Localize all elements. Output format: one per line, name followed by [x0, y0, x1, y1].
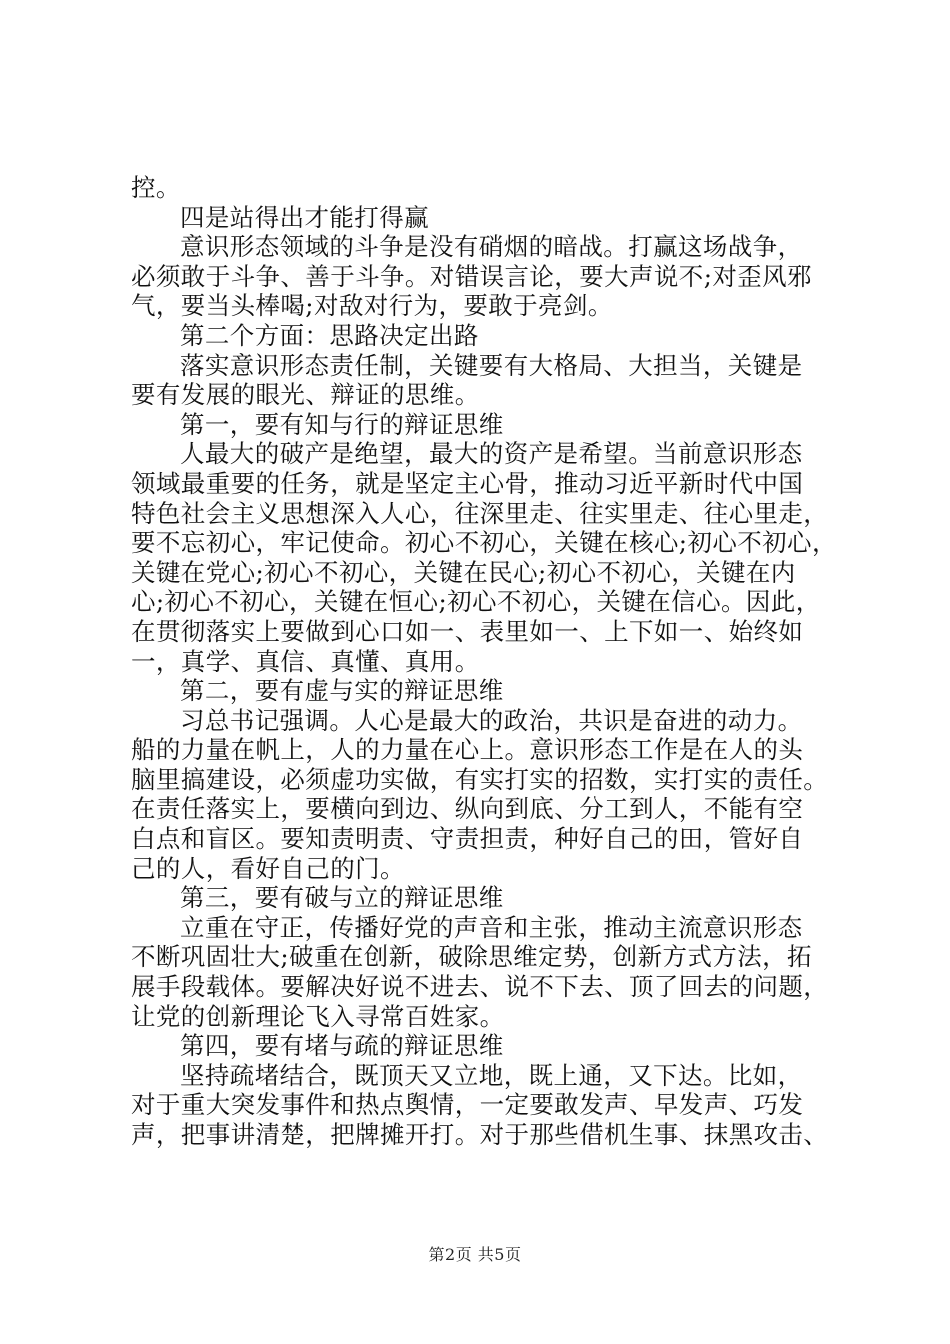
text-line: 心;初心不初心，关键在恒心;初心不初心，关键在信心。因此， [131, 587, 821, 617]
text-line: 脑里搞建设，必须虚功实做，有实打实的招数，实打实的责任。 [131, 764, 829, 794]
text-line: 船的力量在帆上，人的力量在心上。意识形态工作是在人的头 [131, 735, 804, 765]
page-number-footer: 第2页 共5页 [428, 1245, 522, 1264]
text-line: 声，把事讲清楚，把牌摊开打。对于那些借机生事、抹黑攻击、 [131, 1120, 829, 1149]
text-line: 要有发展的眼光、辩证的思维。 [131, 380, 480, 410]
text-line: 白点和盲区。要知责明责、守责担责，种好自己的田，管好自 [131, 824, 804, 854]
paragraph-first-line: 坚持疏堵结合，既顶天又立地，既上通，又下达。比如， [180, 1060, 803, 1090]
paragraph-first-line: 立重在守正，传播好党的声音和主张，推动主流意识形态 [180, 912, 803, 942]
section-heading: 四是站得出才能打得赢 [180, 202, 429, 232]
section-heading: 第二，要有虚与实的辩证思维 [180, 676, 504, 706]
paragraph-first-line: 落实意识形态责任制，关键要有大格局、大担当，关键是 [180, 350, 803, 380]
paragraph-first-line: 人最大的破产是绝望，最大的资产是希望。当前意识形态 [180, 439, 803, 469]
text-line: 领域最重要的任务，就是坚定主心骨，推动习近平新时代中国 [131, 468, 804, 498]
text-line: 一，真学、真信、真懂、真用。 [131, 646, 480, 676]
paragraph-first-line: 意识形态领域的斗争是没有硝烟的暗战。打赢这场战争， [180, 232, 803, 262]
text-line: 气，要当头棒喝;对敌对行为，要敢于亮剑。 [131, 291, 613, 321]
text-line: 控。 [131, 173, 181, 202]
text-line: 在责任落实上，要横向到边、纵向到底、分工到人，不能有空 [131, 794, 804, 824]
paragraph-first-line: 习总书记强调。人心是最大的政治，共识是奋进的动力。 [180, 705, 803, 735]
text-line: 必须敢于斗争、善于斗争。对错误言论，要大声说不;对歪风邪 [131, 261, 812, 291]
text-line: 己的人，看好自己的门。 [131, 853, 405, 883]
document-body [131, 173, 835, 1150]
text-line: 特色社会主义思想深入人心，往深里走、往实里走、往心里走， [131, 498, 829, 528]
section-heading: 第四，要有堵与疏的辩证思维 [180, 1031, 504, 1061]
text-line: 关键在党心;初心不初心，关键在民心;初心不初心，关键在内 [131, 557, 796, 587]
text-line: 让党的创新理论飞入寻常百姓家。 [131, 1001, 505, 1031]
section-heading: 第二个方面：思路决定出路 [180, 320, 479, 350]
text-line: 不断巩固壮大;破重在创新，破除思维定势，创新方式方法，拓 [131, 942, 812, 972]
text-line: 对于重大突发事件和热点舆情，一定要敢发声、早发声、巧发 [131, 1090, 804, 1120]
text-line: 展手段载体。要解决好说不进去、说不下去、顶了回去的问题， [131, 972, 829, 1002]
text-line: 在贯彻落实上要做到心口如一、表里如一、上下如一、始终如 [131, 616, 804, 646]
section-heading: 第三，要有破与立的辩证思维 [180, 883, 504, 913]
section-heading: 第一，要有知与行的辩证思维 [180, 409, 504, 439]
text-line: 要不忘初心，牢记使命。初心不初心，关键在核心;初心不初心， [131, 528, 837, 558]
